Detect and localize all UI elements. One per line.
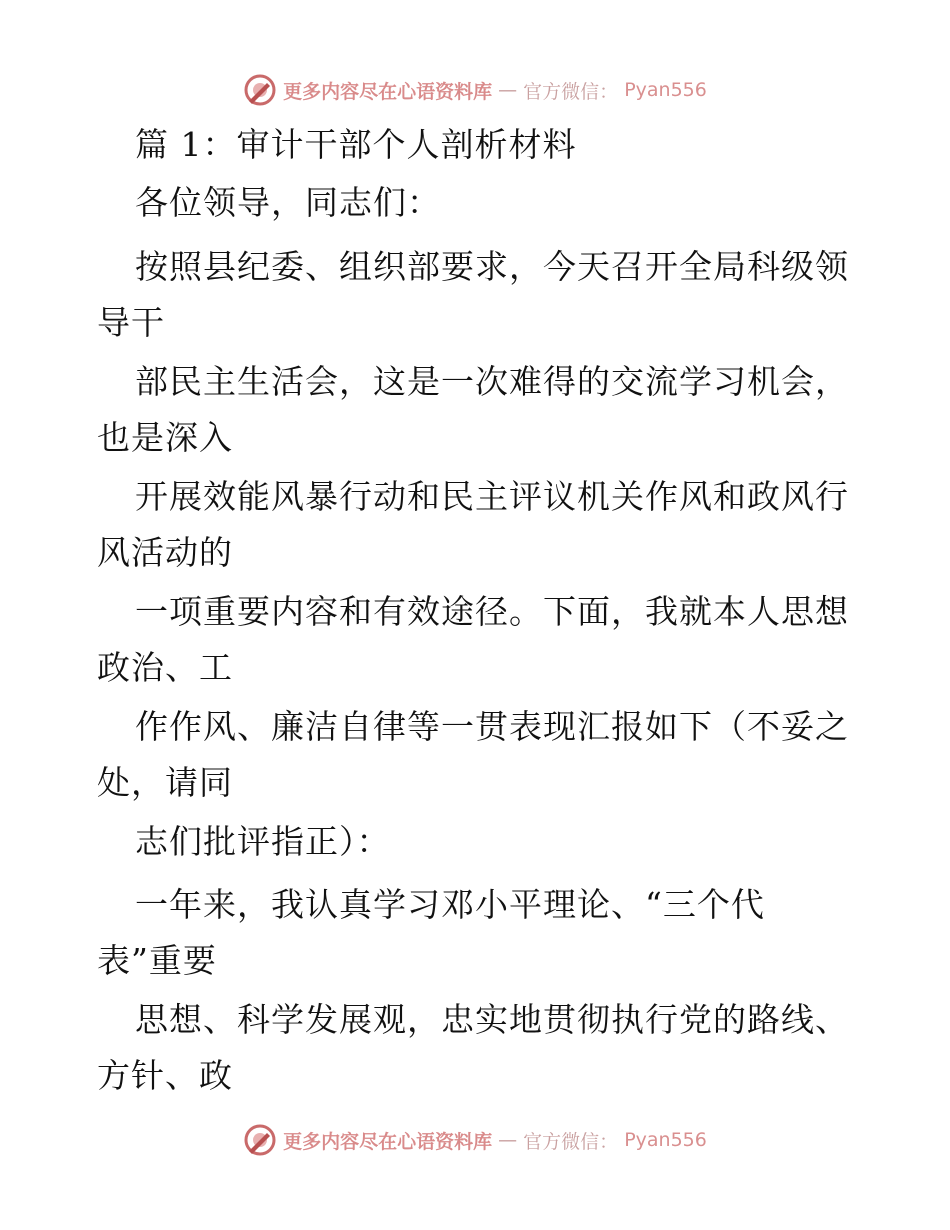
text-line: 处，请同 xyxy=(97,763,233,802)
watermark-sub-text: 官方微信： xyxy=(523,80,619,103)
text-line: 按照县纪委、组织部要求，今天召开全局科级领 xyxy=(135,247,849,286)
watermark-sub-text: 官方微信： xyxy=(523,1130,619,1153)
text-line: 作作风、廉洁自律等一贯表现汇报如下（不妥之 xyxy=(135,707,849,746)
text-line: 政治、工 xyxy=(97,648,233,687)
text-line: 方针、政 xyxy=(97,1056,233,1095)
footer-watermark xyxy=(0,1122,950,1158)
text-line: 风活动的 xyxy=(97,533,233,572)
text-line: 也是深入 xyxy=(97,418,233,457)
watermark-main-text: 更多内容尽在心语资料库 xyxy=(283,80,493,103)
watermark-main-text: 更多内容尽在心语资料库 xyxy=(283,1130,493,1153)
text-line: 表”重要 xyxy=(97,941,217,980)
text-line: 部民主生活会，这是一次难得的交流学习机会， xyxy=(135,362,849,401)
text-line: 志们批评指正）： xyxy=(135,822,391,861)
watermark-id: Pyan556 xyxy=(624,1129,707,1151)
watermark-dash: — xyxy=(498,1129,518,1151)
pen-logo-icon xyxy=(243,73,277,107)
text-line: 思想、科学发展观，忠实地贯彻执行党的路线、 xyxy=(135,1000,849,1039)
header-watermark xyxy=(0,72,950,108)
watermark-dash: — xyxy=(498,79,518,101)
text-line: 各位领导，同志们： xyxy=(135,183,441,222)
document-title: 篇 1：审计干部个人剖析材料 xyxy=(135,125,577,164)
pen-logo-icon xyxy=(243,1123,277,1157)
text-line: 开展效能风暴行动和民主评议机关作风和政风行 xyxy=(135,477,849,516)
text-line: 一项重要内容和有效途径。下面，我就本人思想 xyxy=(135,592,849,631)
text-line: 一年来，我认真学习邓小平理论、“三个代 xyxy=(135,885,765,924)
watermark-id: Pyan556 xyxy=(624,79,707,101)
text-line: 导干 xyxy=(97,303,165,342)
